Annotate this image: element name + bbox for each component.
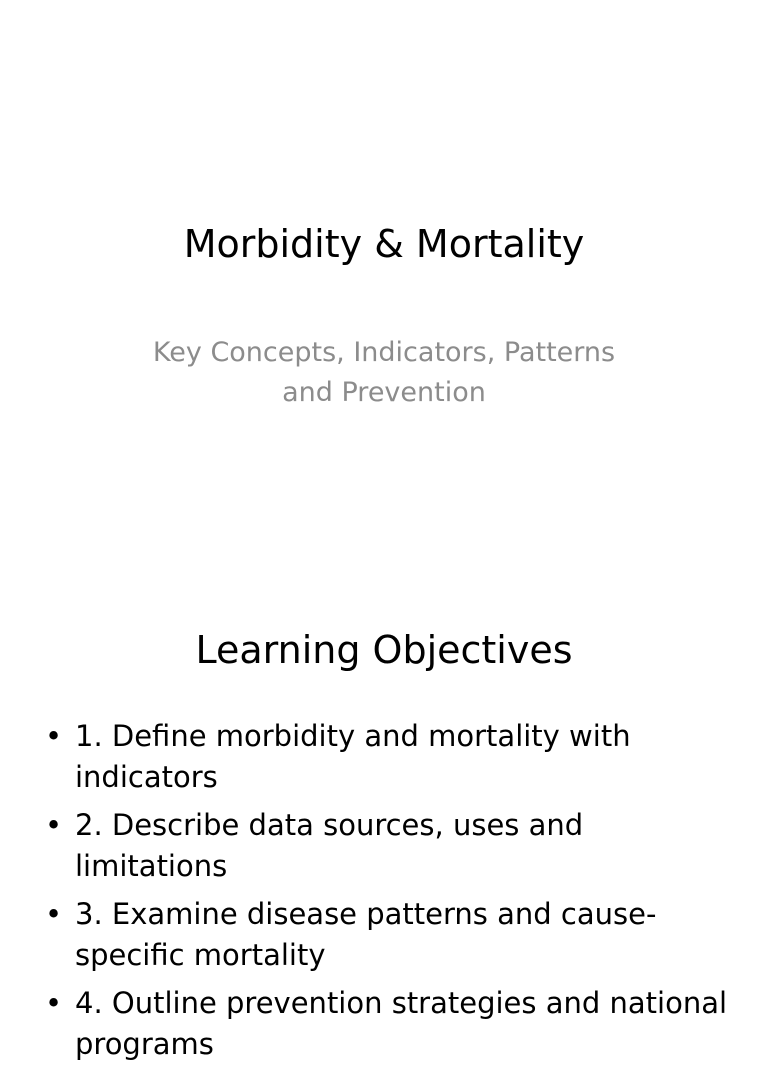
objective-text: 1. Define morbidity and mortality with indicators	[75, 719, 631, 794]
objective-item	[45, 716, 735, 798]
bullet-icon: •	[45, 808, 63, 842]
subtitle-line-2: and Prevention	[282, 377, 486, 408]
slide-subtitle	[0, 333, 768, 413]
objective-text: 4. Outline prevention strategies and national programs	[75, 986, 728, 1061]
slide-title: Morbidity & Mortality	[183, 222, 585, 266]
objective-text: 3. Examine disease patterns and cause-specific mortality	[75, 897, 657, 972]
subtitle-line-1: Key Concepts, Indicators, Patterns	[152, 337, 616, 368]
objective-text: 2. Describe data sources, uses and limitations	[75, 808, 584, 883]
objective-item	[45, 983, 735, 1065]
bullet-icon: •	[45, 897, 63, 931]
objectives-title: Learning Objectives	[195, 628, 573, 672]
bullet-icon: •	[45, 986, 63, 1020]
objectives-slide	[0, 576, 768, 1061]
objective-item	[45, 805, 735, 887]
objective-item	[45, 894, 735, 976]
bullet-icon: •	[45, 719, 63, 753]
objectives-list	[45, 716, 735, 1072]
